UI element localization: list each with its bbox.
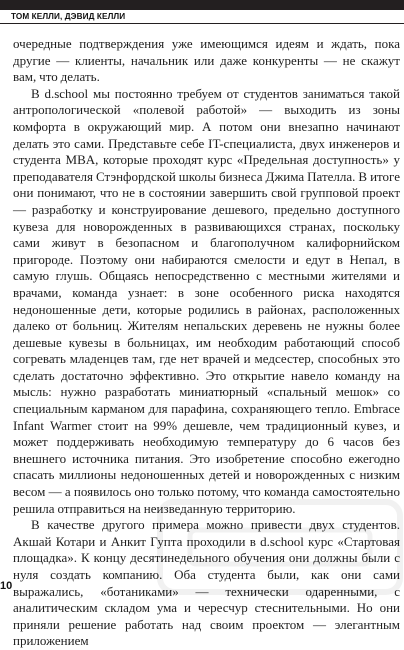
- running-header: [0, 10, 404, 24]
- header-authors: ТОМ КЕЛЛИ, ДЭВИД КЕЛЛИ: [11, 12, 126, 21]
- paragraph-continuation: очередные подтверждения уже имеющимся идеям и ждать, пока другие — клиенты, начальник или даже конкуренты — не скажут вам, что делать.: [13, 36, 400, 85]
- page-number: 10: [0, 580, 13, 592]
- header-rule: [0, 23, 404, 24]
- body-text: [13, 36, 400, 650]
- paragraph-second-example: В качестве другого примера можно привести двух студентов. Акшай Котари и Анкит Гупта проходили в d.school курс «Стартовая площадка». К концу десятинедельного обучения они должны были с нуля создать компанию. Оба студента были, как они сами выражались, «ботаниками» — технически одаренными, с аналитическим складом ума и чересчур стеснительными. Но они приняли решение работать над своим проектом — элегантным приложением: [13, 517, 400, 649]
- paragraph-dschool-fieldwork: В d.school мы постоянно требуем от студентов заниматься такой антропологической «полевой работой» — выходить из зоны комфорта в окружающий мир. А потом они внезапно начинают делать это сами. Представьте себе IT-специалиста, двух инженеров и студента MBA, которые проходят курс «Предельная доступность» у преподавателя Стэнфордской школы бизнеса Джима Пателла. В итоге они понимают, что не в состоянии завершить свой групповой проект — разработку и конструирование дешевого, предельно доступного кувеза для новорожденных в развивающихся странах, поскольку сами живут в безопасном и благополучном калифорнийском пригороде. Поэтому они набираются смелости и едут в Непал, в самую глушь. Общаясь непосредственно с местными жителями и врачами, команда узнает: в зоне особенного риска находятся недоношенные дети, которые родились в районах, расположенных далеко от больниц. Жителям непальских деревень не нужны более дешевые кувезы в больницах, им необходим работающий способ согревать младенцев там, где нет врачей и медсестер, способных это сделать достаточно эффективно. Это открытие навело команду на мысль: нужно разработать миниатюрный «спальный мешок» со специальным карманом для парафина, сохраняющего тепло. Embrace Infant Warmer стоит на 99% дешевле, чем традиционный кувез, и может поддерживать необходимую температуру до 6 часов без внешнего источника питания. Это изобретение способно ежегодно спасать миллионы недоношенных детей и новорожденных с низким весом — а появилось оно только потому, что команда самостоятельно решила отправиться на неизведанную территорию.: [13, 85, 400, 516]
- top-bar: [0, 0, 404, 10]
